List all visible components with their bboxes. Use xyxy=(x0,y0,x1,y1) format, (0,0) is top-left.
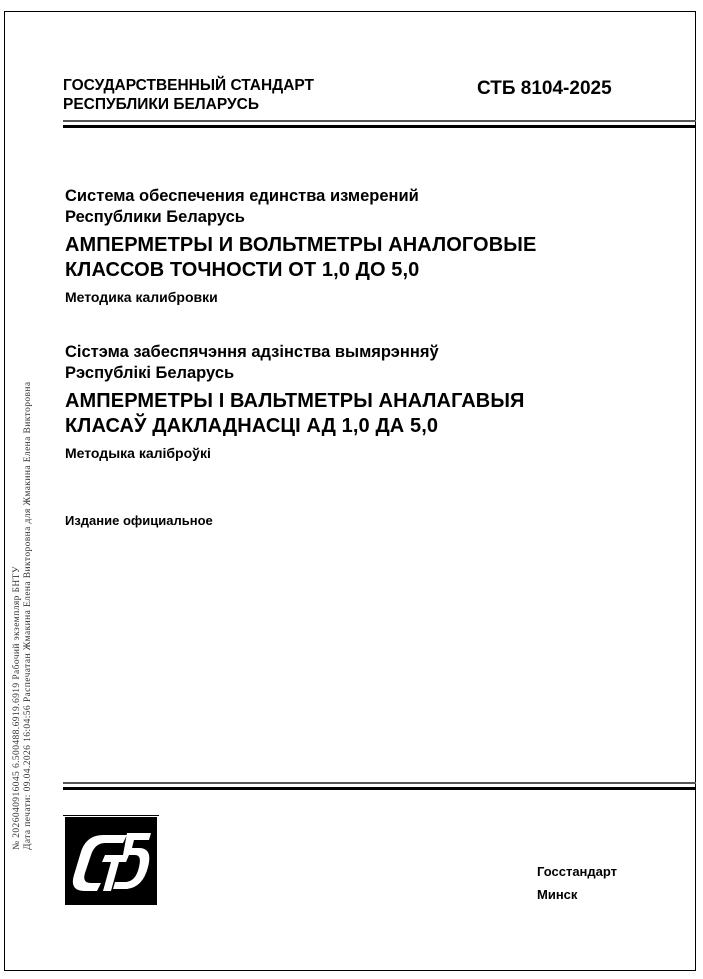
publisher-name: Госстандарт xyxy=(537,864,618,879)
edition-label: Издание официальное xyxy=(65,513,213,528)
header-rule-thin xyxy=(63,120,696,122)
system-name-ru-line1: Система обеспечения единства измерений xyxy=(65,187,419,205)
print-stamp-line1: № 2026040916045 6.500488.6919.6919 Рабочий экземпляр БНТУ xyxy=(12,566,22,850)
title-ru-line1: АМПЕРМЕТРЫ И ВОЛЬТМЕТРЫ АНАЛОГОВЫЕ xyxy=(65,234,537,256)
russian-title-block xyxy=(65,186,536,305)
standard-number: СТБ 8104-2025 xyxy=(477,78,612,99)
title-ru-line2: КЛАССОВ ТОЧНОСТИ ОТ 1,0 ДО 5,0 xyxy=(65,259,420,281)
logo-top-line xyxy=(63,815,159,816)
print-stamp-line2: Дата печати: 09.04.2026 16:04:56 Распечатан Жмакина Елена Викторовна для Жмакина Елена Викторовна xyxy=(22,381,33,850)
subtitle-by: Методыка каліброўкі xyxy=(65,445,211,461)
header-rule-thick xyxy=(63,125,696,128)
title-by-line2: КЛАСАЎ ДАКЛАДНАСЦІ АД 1,0 ДА 5,0 xyxy=(65,415,439,437)
belarusian-title-block xyxy=(65,342,525,461)
stb-logo-icon xyxy=(65,817,157,905)
publisher-city: Минск xyxy=(537,887,578,902)
system-name-by-line2: Рэспублікі Беларусь xyxy=(65,364,235,382)
system-name-ru-line2: Республики Беларусь xyxy=(65,208,245,226)
issuing-authority-line2: РЕСПУБЛИКИ БЕЛАРУСЬ xyxy=(63,96,259,113)
print-stamp xyxy=(12,381,33,850)
issuing-authority xyxy=(63,76,314,114)
issuing-authority-line1: ГОСУДАРСТВЕННЫЙ СТАНДАРТ xyxy=(63,77,315,94)
footer-rule-thick xyxy=(63,787,696,790)
footer-rule-thin xyxy=(63,782,696,784)
system-name-by-line1: Сістэма забеспячэння адзінства вымярэнняў xyxy=(65,343,439,361)
stb-logo xyxy=(65,817,157,905)
title-by-line1: АМПЕРМЕТРЫ І ВАЛЬТМЕТРЫ АНАЛАГАВЫЯ xyxy=(65,390,525,412)
subtitle-ru: Методика калибровки xyxy=(65,289,218,305)
